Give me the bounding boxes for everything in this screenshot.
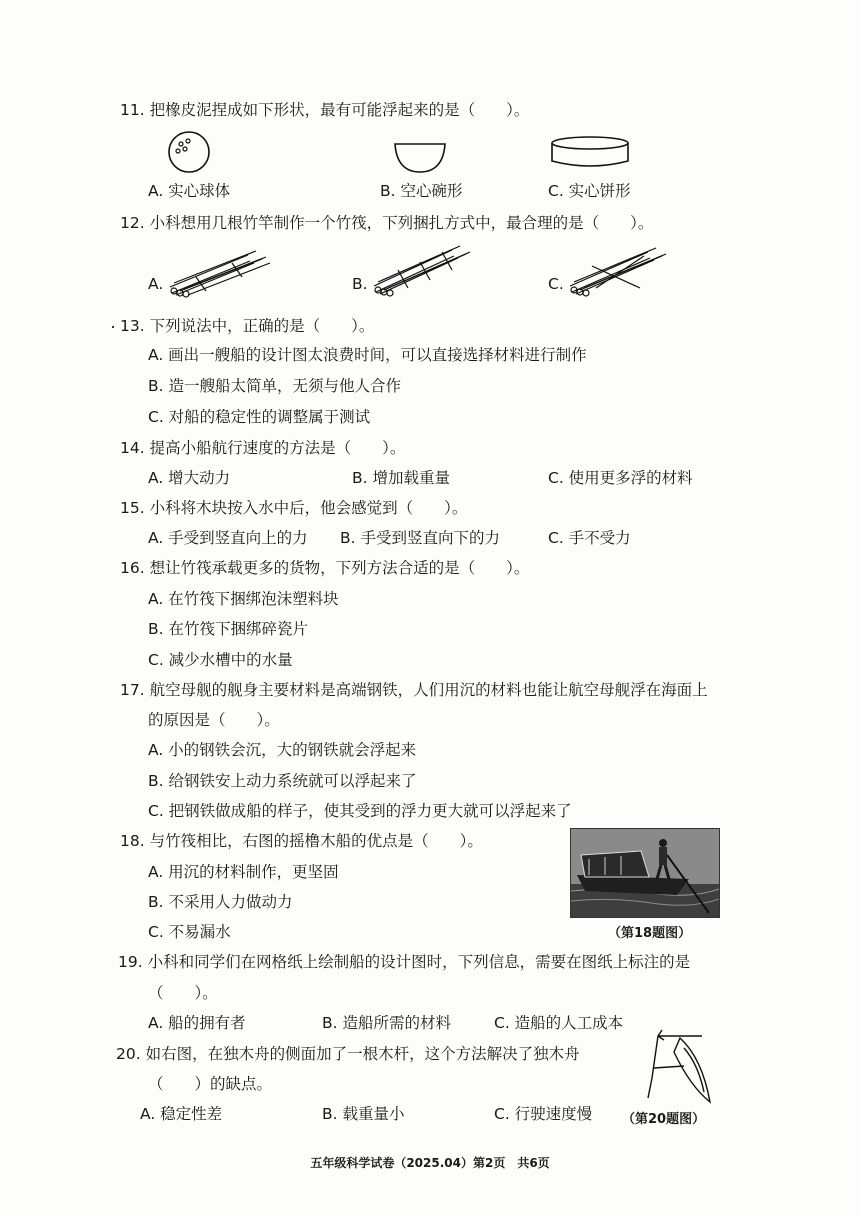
page-footer: 五年级科学试卷（2025.04）第2页 共6页 [310,1156,550,1170]
q15-option-b[interactable]: B. 手受到竖直向下的力 [340,529,500,547]
rowing-boat-photo [570,828,720,918]
q19-option-c[interactable]: C. 造船的人工成本 [494,1014,624,1032]
q18-option-a[interactable]: A. 用沉的材料制作，更坚固 [148,863,339,881]
solid-ball-figure [165,130,215,174]
q11-option-c[interactable]: C. 实心饼形 [548,182,631,200]
q11-option-a[interactable]: A. 实心球体 [148,182,231,200]
question-14-stem: 14. 提高小船航行速度的方法是（ ）。 [120,439,406,457]
q16-option-c[interactable]: C. 减少水槽中的水量 [148,651,293,669]
q12-option-a[interactable]: A. [148,275,164,293]
q17-option-c[interactable]: C. 把钢铁做成船的样子，使其受到的浮力更大就可以浮起来了 [148,802,572,820]
q13-option-a[interactable]: A. 画出一艘船的设计图太浪费时间，可以直接选择材料进行制作 [148,346,587,364]
question-15-stem: 15. 小科将木块按入水中后，他会感觉到（ ）。 [120,499,468,517]
q13-option-b[interactable]: B. 造一艘船太简单，无须与他人合作 [148,377,401,395]
question-19-stem: 19. 小科和同学们在网格纸上绘制船的设计图时，下列信息，需要在图纸上标注的是 [118,953,691,971]
q18-option-c[interactable]: C. 不易漏水 [148,923,231,941]
q17-option-b[interactable]: B. 给钢铁安上动力系统就可以浮起来了 [148,772,417,790]
q16-option-b[interactable]: B. 在竹筏下捆绑碎瓷片 [148,620,308,638]
q16-option-a[interactable]: A. 在竹筏下捆绑泡沫塑料块 [148,590,339,608]
q19-option-a[interactable]: A. 船的拥有者 [148,1014,246,1032]
q19-option-b[interactable]: B. 造船所需的材料 [322,1014,451,1032]
rowing-boat-illustration [571,829,719,917]
q20-figure-caption: （第20题图） [622,1112,706,1127]
question-12-stem: 12. 小科想用几根竹竿制作一个竹筏，下列捆扎方式中，最合理的是（ ）。 [120,214,654,232]
raft-b-figure [370,240,480,298]
q15-option-a[interactable]: A. 手受到竖直向上的力 [148,529,308,547]
question-13-stem: 13. 下列说法中，正确的是（ ）。 [120,317,375,335]
outrigger-canoe-figure [640,1028,720,1108]
q14-option-a[interactable]: A. 增大动力 [148,469,231,487]
q12-option-b[interactable]: B. [352,275,368,293]
hollow-bowl-figure [393,140,449,176]
question-20-stem-cont: （ ）的缺点。 [148,1075,273,1093]
q18-figure-caption: （第18题图） [608,926,692,941]
question-18-stem: 18. 与竹筏相比，右图的摇橹木船的优点是（ ）。 [120,832,483,850]
q15-option-c[interactable]: C. 手不受力 [548,529,631,547]
question-11-stem: 11. 把橡皮泥捏成如下形状，最有可能浮起来的是（ ）。 [120,101,530,119]
q11-option-b[interactable]: B. 空心碗形 [380,182,463,200]
question-19-stem-cont: （ ）。 [148,984,218,1002]
q20-option-b[interactable]: B. 载重量小 [322,1105,405,1123]
question-20-stem: 20. 如右图，在独木舟的侧面加了一根木杆，这个方法解决了独木舟 [116,1045,580,1063]
q20-option-a[interactable]: A. 稳定性差 [140,1105,223,1123]
q13-option-c[interactable]: C. 对船的稳定性的调整属于测试 [148,408,371,426]
q17-option-a[interactable]: A. 小的钢铁会沉，大的钢铁就会浮起来 [148,741,417,759]
raft-a-figure [166,247,276,299]
stray-mark [112,326,114,328]
q18-option-b[interactable]: B. 不采用人力做动力 [148,893,293,911]
question-16-stem: 16. 想让竹筏承载更多的货物，下列方法合适的是（ ）。 [120,559,530,577]
question-17-stem-cont: 的原因是（ ）。 [148,711,280,729]
q14-option-c[interactable]: C. 使用更多浮的材料 [548,469,693,487]
q14-option-b[interactable]: B. 增加载重量 [352,469,450,487]
raft-c-figure [566,244,676,298]
q12-option-c[interactable]: C. [548,275,564,293]
solid-disc-figure [548,135,634,171]
question-17-stem: 17. 航空母舰的舰身主要材料是高端钢铁，人们用沉的材料也能让航空母舰浮在海面上 [120,681,708,699]
q20-option-c[interactable]: C. 行驶速度慢 [494,1105,593,1123]
